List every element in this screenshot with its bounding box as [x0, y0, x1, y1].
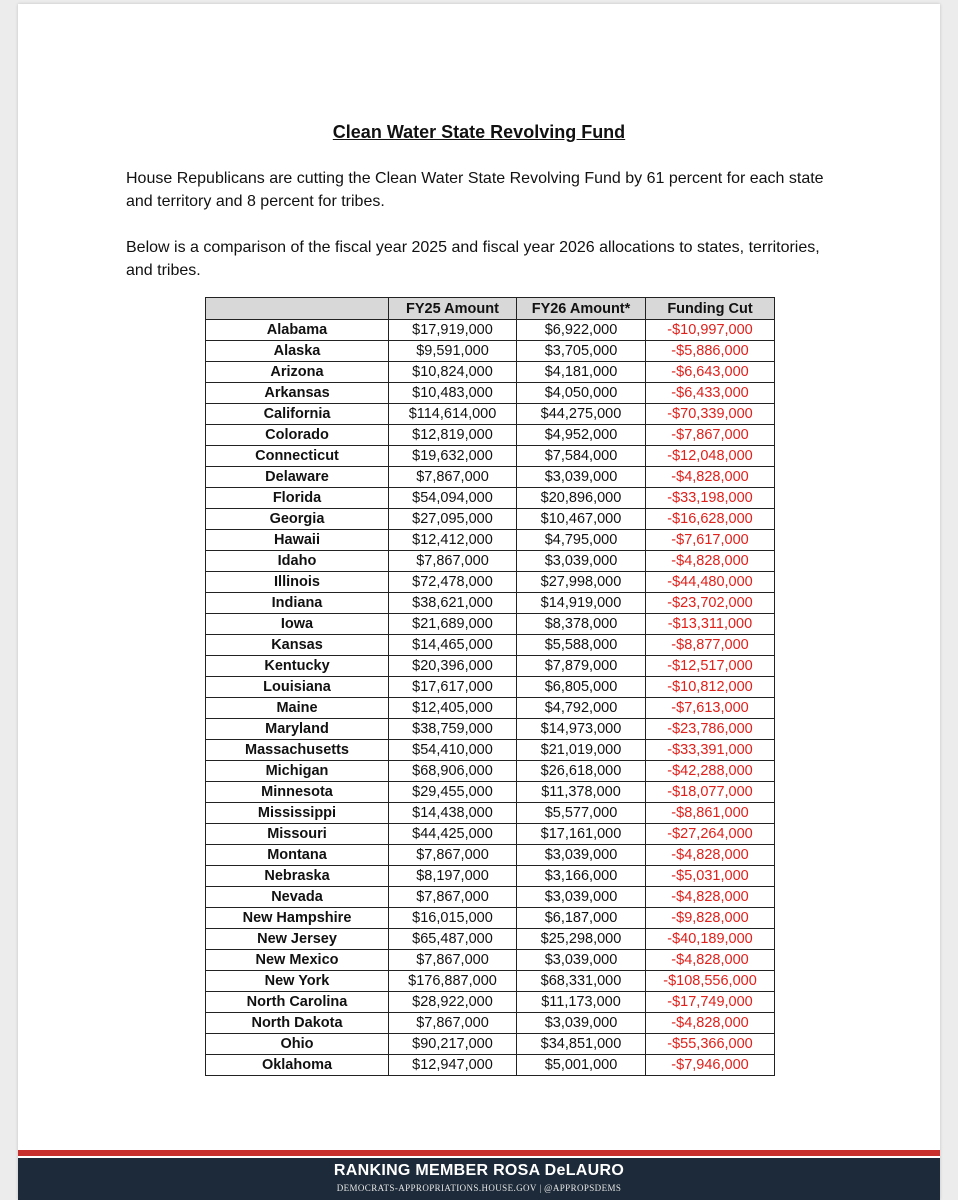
table-row	[206, 488, 775, 509]
fy25-cell: $21,689,000	[389, 614, 517, 635]
fy25-cell: $27,095,000	[389, 509, 517, 530]
intro-paragraph: House Republicans are cutting the Clean Water State Revolving Fund by 61 percent for each state and territory and 8 percent for tribes.	[126, 170, 824, 210]
fy25-cell: $54,410,000	[389, 740, 517, 761]
fy26-cell: $4,952,000	[517, 425, 646, 446]
state-cell: Maine	[206, 698, 389, 719]
comparison-paragraph: Below is a comparison of the fiscal year 2025 and fiscal year 2026 allocations to states, territories, and tribes.	[126, 239, 820, 279]
fy26-cell: $4,050,000	[517, 383, 646, 404]
funding-cut-cell: -$23,786,000	[646, 719, 775, 740]
fy25-cell: $17,617,000	[389, 677, 517, 698]
fy26-cell: $14,973,000	[517, 719, 646, 740]
fy26-cell: $26,618,000	[517, 761, 646, 782]
table-row	[206, 824, 775, 845]
state-cell: Colorado	[206, 425, 389, 446]
table-row	[206, 425, 775, 446]
state-cell: Kansas	[206, 635, 389, 656]
fy25-cell: $12,412,000	[389, 530, 517, 551]
header-fy26: FY26 Amount*	[517, 298, 646, 320]
fy26-cell: $7,584,000	[517, 446, 646, 467]
fy26-cell: $25,298,000	[517, 929, 646, 950]
table-row	[206, 341, 775, 362]
fy26-cell: $5,577,000	[517, 803, 646, 824]
table-row	[206, 1055, 775, 1076]
fy25-cell: $7,867,000	[389, 1013, 517, 1034]
table-row	[206, 992, 775, 1013]
fy26-cell: $11,378,000	[517, 782, 646, 803]
fy25-cell: $7,867,000	[389, 845, 517, 866]
fy26-cell: $34,851,000	[517, 1034, 646, 1055]
table-body	[206, 320, 775, 1076]
funding-cut-cell: -$4,828,000	[646, 887, 775, 908]
state-cell: Nevada	[206, 887, 389, 908]
state-cell: Illinois	[206, 572, 389, 593]
table-row	[206, 593, 775, 614]
table-row	[206, 782, 775, 803]
fy25-cell: $29,455,000	[389, 782, 517, 803]
funding-cut-cell: -$55,366,000	[646, 1034, 775, 1055]
table-row	[206, 1034, 775, 1055]
fy26-cell: $4,795,000	[517, 530, 646, 551]
table-row	[206, 404, 775, 425]
state-cell: New Jersey	[206, 929, 389, 950]
funding-cut-cell: -$70,339,000	[646, 404, 775, 425]
table-row	[206, 509, 775, 530]
fy25-cell: $14,438,000	[389, 803, 517, 824]
state-cell: Arizona	[206, 362, 389, 383]
fy26-cell: $3,039,000	[517, 1013, 646, 1034]
funding-cut-cell: -$6,643,000	[646, 362, 775, 383]
funding-cut-cell: -$4,828,000	[646, 950, 775, 971]
fy25-cell: $12,819,000	[389, 425, 517, 446]
state-cell: New Mexico	[206, 950, 389, 971]
funding-cut-cell: -$18,077,000	[646, 782, 775, 803]
table-row	[206, 971, 775, 992]
fy26-cell: $3,166,000	[517, 866, 646, 887]
fy25-cell: $7,867,000	[389, 467, 517, 488]
state-cell: Oklahoma	[206, 1055, 389, 1076]
state-cell: Alaska	[206, 341, 389, 362]
state-cell: North Carolina	[206, 992, 389, 1013]
table-row	[206, 635, 775, 656]
table-row	[206, 845, 775, 866]
funding-cut-cell: -$10,812,000	[646, 677, 775, 698]
fy26-cell: $44,275,000	[517, 404, 646, 425]
fy26-cell: $6,187,000	[517, 908, 646, 929]
table-row	[206, 656, 775, 677]
allocation-table	[205, 297, 775, 1076]
table-row	[206, 383, 775, 404]
funding-cut-cell: -$4,828,000	[646, 1013, 775, 1034]
fy26-cell: $3,039,000	[517, 467, 646, 488]
fy25-cell: $19,632,000	[389, 446, 517, 467]
state-cell: Minnesota	[206, 782, 389, 803]
footer-name: RANKING MEMBER ROSA DeLAURO	[333, 1162, 625, 1179]
fy26-cell: $21,019,000	[517, 740, 646, 761]
fy25-cell: $12,947,000	[389, 1055, 517, 1076]
fy26-cell: $4,792,000	[517, 698, 646, 719]
state-cell: New York	[206, 971, 389, 992]
fy26-cell: $3,039,000	[517, 887, 646, 908]
state-cell: Louisiana	[206, 677, 389, 698]
table-row	[206, 887, 775, 908]
funding-cut-cell: -$44,480,000	[646, 572, 775, 593]
document-title: Clean Water State Revolving Fund	[332, 122, 626, 142]
table-row	[206, 572, 775, 593]
fy25-cell: $17,919,000	[389, 320, 517, 341]
state-cell: Mississippi	[206, 803, 389, 824]
funding-cut-cell: -$16,628,000	[646, 509, 775, 530]
footer-website: DEMOCRATS-APPROPRIATIONS.HOUSE.GOV | @APPROPSDEMS	[336, 1183, 622, 1193]
table-row	[206, 866, 775, 887]
table-row	[206, 698, 775, 719]
state-cell: Alabama	[206, 320, 389, 341]
fy26-cell: $3,039,000	[517, 950, 646, 971]
fy26-cell: $20,896,000	[517, 488, 646, 509]
state-cell: California	[206, 404, 389, 425]
fy25-cell: $10,483,000	[389, 383, 517, 404]
fy25-cell: $12,405,000	[389, 698, 517, 719]
funding-cut-cell: -$7,946,000	[646, 1055, 775, 1076]
table-row	[206, 614, 775, 635]
funding-cut-cell: -$7,867,000	[646, 425, 775, 446]
table-row	[206, 740, 775, 761]
fy25-cell: $38,759,000	[389, 719, 517, 740]
funding-cut-cell: -$8,861,000	[646, 803, 775, 824]
state-cell: Arkansas	[206, 383, 389, 404]
fy25-cell: $114,614,000	[389, 404, 517, 425]
fy26-cell: $3,039,000	[517, 551, 646, 572]
footer-banner	[18, 1158, 940, 1200]
fy25-cell: $7,867,000	[389, 551, 517, 572]
state-cell: Ohio	[206, 1034, 389, 1055]
table-row	[206, 446, 775, 467]
fy25-cell: $14,465,000	[389, 635, 517, 656]
fy25-cell: $10,824,000	[389, 362, 517, 383]
state-cell: Delaware	[206, 467, 389, 488]
footer-accent-line	[18, 1150, 940, 1156]
state-cell: Indiana	[206, 593, 389, 614]
table-row	[206, 530, 775, 551]
fy26-cell: $4,181,000	[517, 362, 646, 383]
funding-cut-cell: -$5,031,000	[646, 866, 775, 887]
fy25-cell: $44,425,000	[389, 824, 517, 845]
state-cell: Hawaii	[206, 530, 389, 551]
fy25-cell: $20,396,000	[389, 656, 517, 677]
state-cell: Michigan	[206, 761, 389, 782]
fy26-cell: $6,922,000	[517, 320, 646, 341]
funding-cut-cell: -$4,828,000	[646, 551, 775, 572]
state-cell: Missouri	[206, 824, 389, 845]
table-row	[206, 929, 775, 950]
fy25-cell: $72,478,000	[389, 572, 517, 593]
state-cell: Massachusetts	[206, 740, 389, 761]
fy25-cell: $8,197,000	[389, 866, 517, 887]
funding-cut-cell: -$23,702,000	[646, 593, 775, 614]
funding-cut-cell: -$9,828,000	[646, 908, 775, 929]
funding-cut-cell: -$7,613,000	[646, 698, 775, 719]
table-row	[206, 908, 775, 929]
fy25-cell: $38,621,000	[389, 593, 517, 614]
state-cell: Montana	[206, 845, 389, 866]
fy26-cell: $10,467,000	[517, 509, 646, 530]
funding-cut-cell: -$42,288,000	[646, 761, 775, 782]
funding-cut-cell: -$12,048,000	[646, 446, 775, 467]
document-page	[18, 4, 940, 1200]
state-cell: Georgia	[206, 509, 389, 530]
table-row	[206, 362, 775, 383]
fy25-cell: $54,094,000	[389, 488, 517, 509]
table-row	[206, 467, 775, 488]
funding-cut-cell: -$5,886,000	[646, 341, 775, 362]
fy25-cell: $16,015,000	[389, 908, 517, 929]
state-cell: Florida	[206, 488, 389, 509]
funding-cut-cell: -$4,828,000	[646, 467, 775, 488]
header-fy25: FY25 Amount	[389, 298, 517, 320]
fy26-cell: $8,378,000	[517, 614, 646, 635]
fy25-cell: $9,591,000	[389, 341, 517, 362]
fy26-cell: $3,039,000	[517, 845, 646, 866]
table-header-row	[206, 298, 775, 320]
funding-cut-cell: -$6,433,000	[646, 383, 775, 404]
funding-cut-cell: -$33,391,000	[646, 740, 775, 761]
header-funding-cut: Funding Cut	[646, 298, 775, 320]
funding-cut-cell: -$108,556,000	[646, 971, 775, 992]
state-cell: Kentucky	[206, 656, 389, 677]
fy26-cell: $6,805,000	[517, 677, 646, 698]
fy25-cell: $68,906,000	[389, 761, 517, 782]
fy25-cell: $176,887,000	[389, 971, 517, 992]
funding-cut-cell: -$17,749,000	[646, 992, 775, 1013]
table-row	[206, 551, 775, 572]
state-cell: Connecticut	[206, 446, 389, 467]
fy25-cell: $7,867,000	[389, 887, 517, 908]
table-row	[206, 1013, 775, 1034]
table-row	[206, 761, 775, 782]
state-cell: New Hampshire	[206, 908, 389, 929]
fy25-cell: $90,217,000	[389, 1034, 517, 1055]
funding-cut-cell: -$13,311,000	[646, 614, 775, 635]
fy26-cell: $5,588,000	[517, 635, 646, 656]
funding-cut-cell: -$12,517,000	[646, 656, 775, 677]
fy26-cell: $3,705,000	[517, 341, 646, 362]
state-cell: Idaho	[206, 551, 389, 572]
fy26-cell: $17,161,000	[517, 824, 646, 845]
header-state	[206, 298, 389, 320]
funding-cut-cell: -$4,828,000	[646, 845, 775, 866]
table-row	[206, 320, 775, 341]
fy26-cell: $68,331,000	[517, 971, 646, 992]
fy26-cell: $7,879,000	[517, 656, 646, 677]
fy25-cell: $28,922,000	[389, 992, 517, 1013]
table-row	[206, 719, 775, 740]
fy25-cell: $7,867,000	[389, 950, 517, 971]
table-row	[206, 803, 775, 824]
funding-cut-cell: -$8,877,000	[646, 635, 775, 656]
table-row	[206, 677, 775, 698]
state-cell: North Dakota	[206, 1013, 389, 1034]
funding-cut-cell: -$10,997,000	[646, 320, 775, 341]
state-cell: Iowa	[206, 614, 389, 635]
fy26-cell: $14,919,000	[517, 593, 646, 614]
fy26-cell: $27,998,000	[517, 572, 646, 593]
fy26-cell: $11,173,000	[517, 992, 646, 1013]
funding-cut-cell: -$27,264,000	[646, 824, 775, 845]
funding-cut-cell: -$7,617,000	[646, 530, 775, 551]
fy25-cell: $65,487,000	[389, 929, 517, 950]
funding-cut-cell: -$40,189,000	[646, 929, 775, 950]
table-row	[206, 950, 775, 971]
state-cell: Nebraska	[206, 866, 389, 887]
fy26-cell: $5,001,000	[517, 1055, 646, 1076]
state-cell: Maryland	[206, 719, 389, 740]
funding-cut-cell: -$33,198,000	[646, 488, 775, 509]
